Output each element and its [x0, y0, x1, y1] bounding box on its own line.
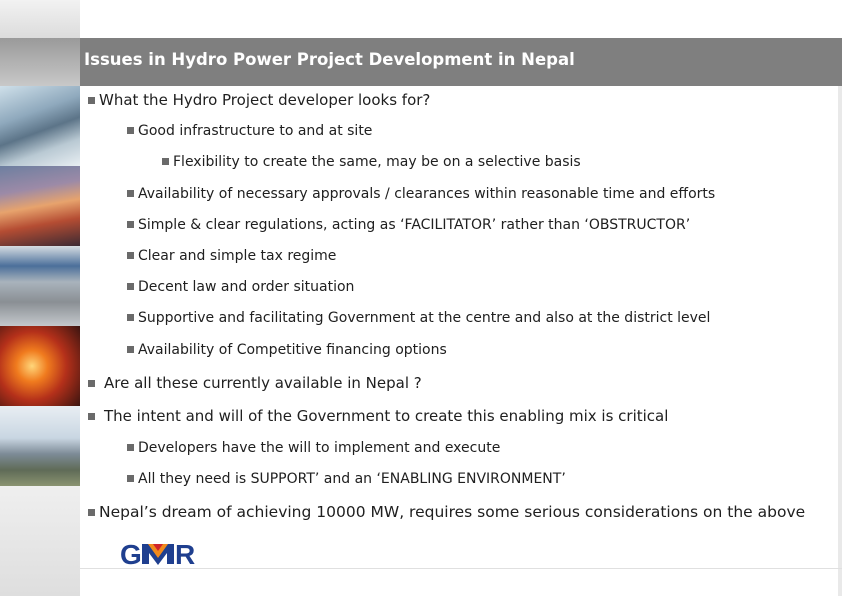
bullet-8: Supportive and facilitating Government at the centre and also at the district level	[127, 310, 710, 326]
svg-text:G: G	[120, 539, 142, 568]
bottom-image	[0, 486, 80, 596]
bullet-4: Availability of necessary approvals / clearances within reasonable time and efforts	[127, 186, 715, 202]
square-bullet-icon	[127, 190, 134, 197]
bullet-11: The intent and will of the Government to create this enabling mix is critical	[88, 407, 668, 425]
square-bullet-icon	[127, 252, 134, 259]
airport-photo	[0, 86, 80, 166]
square-bullet-icon	[88, 380, 95, 387]
bullet-10: Are all these currently available in Nepal ?	[88, 374, 422, 392]
header-image	[0, 0, 80, 38]
footer-line	[80, 568, 842, 569]
steel-plant-photo	[0, 326, 80, 406]
bullet-5: Simple & clear regulations, acting as ‘FACILITATOR’ rather than ‘OBSTRUCTOR’	[127, 217, 690, 233]
gmr-logo	[120, 538, 196, 568]
square-bullet-icon	[88, 97, 95, 104]
svg-text:R: R	[175, 539, 196, 568]
slide-title: Issues in Hydro Power Project Development in Nepal	[84, 50, 575, 69]
bullet-6: Clear and simple tax regime	[127, 248, 336, 264]
bullet-2: Good infrastructure to and at site	[127, 123, 372, 139]
bullet-12: Developers have the will to implement and execute	[127, 440, 500, 456]
right-edge	[838, 86, 842, 596]
square-bullet-icon	[127, 283, 134, 290]
bullet-14: Nepal’s dream of achieving 10000 MW, requires some serious considerations on the above	[88, 503, 805, 521]
bullet-3: Flexibility to create the same, may be on a selective basis	[162, 154, 581, 170]
photo-strip	[0, 0, 80, 596]
highway-photo	[0, 166, 80, 246]
square-bullet-icon	[127, 314, 134, 321]
square-bullet-icon	[127, 475, 134, 482]
building-photo	[0, 246, 80, 326]
square-bullet-icon	[88, 509, 95, 516]
square-bullet-icon	[127, 444, 134, 451]
bullet-7: Decent law and order situation	[127, 279, 354, 295]
square-bullet-icon	[127, 127, 134, 134]
top-bar	[80, 0, 842, 39]
square-bullet-icon	[88, 413, 95, 420]
square-bullet-icon	[127, 221, 134, 228]
bullet-9: Availability of Competitive financing options	[127, 342, 447, 358]
header-image-2	[0, 38, 80, 86]
bullet-13: All they need is SUPPORT’ and an ‘ENABLING ENVIRONMENT’	[127, 471, 566, 487]
power-plant-photo	[0, 406, 80, 486]
square-bullet-icon	[162, 158, 169, 165]
bullet-1: What the Hydro Project developer looks for?	[88, 91, 430, 109]
square-bullet-icon	[127, 346, 134, 353]
